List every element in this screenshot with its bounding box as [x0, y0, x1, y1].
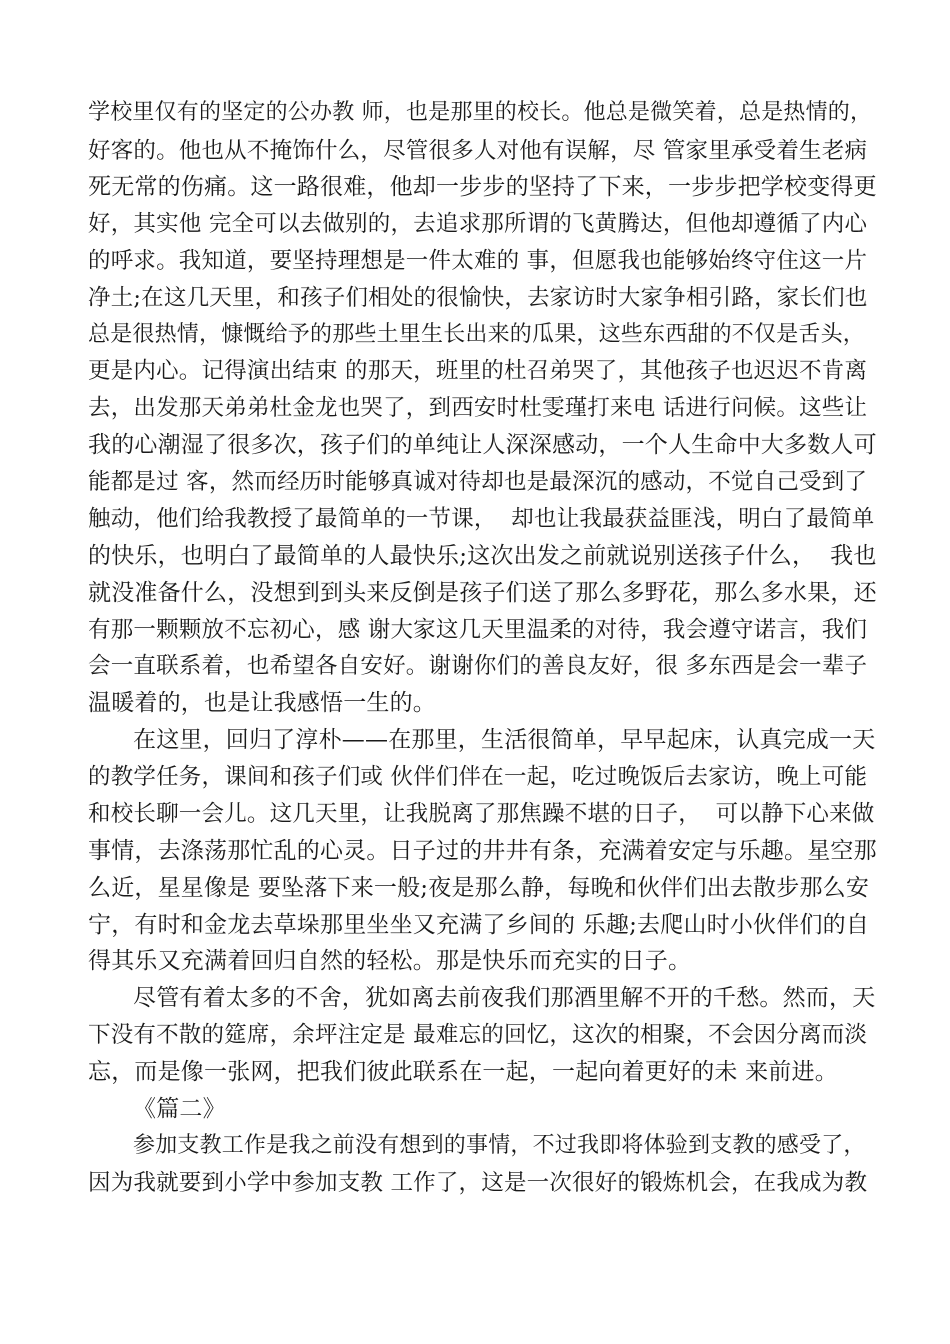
text-line: 因为我就要到小学中参加支教 工作了，这是一次很好的锻炼机会，在我成为教: [88, 1170, 868, 1196]
text-line: 么近，星星像是 要坠落下来一般;夜是那么静，每晚和伙伴们出去散步那么安: [88, 875, 870, 901]
paragraph-start-line: 在这里，回归了淳朴——在那里，生活很简单，早早起床，认真完成一天: [133, 727, 876, 753]
text-line: 死无常的伤痛。这一路很难，他却一步步的坚持了下来，一步步把学校变得更: [88, 174, 877, 200]
text-line: 总是很热情，慷慨给予的那些土里生长出来的瓜果，这些东西甜的不仅是舌头，: [88, 322, 866, 347]
text-line: 有那一颗颗放不忘初心，感 谢大家这几天里温柔的对待，我会遵守诺言，我们: [88, 617, 868, 643]
text-line: 温暖着的，也是让我感悟一生的。: [88, 690, 436, 716]
text-line: 得其乐又充满着回归自然的轻松。那是快乐而充实的日子。: [88, 948, 692, 974]
text-line: 宁，有时和金龙去草垛那里坐坐又充满了乡间的 乐趣;去爬山时小伙伴们的自: [88, 912, 870, 938]
text-line: 触动，他们给我教授了最简单的一节课， 却也让我最获益匪浅，明白了最简单: [88, 506, 875, 532]
text-line: 我的心潮湿了很多次，孩子们的单纯让人深深感动，一个人生命中大多数人可: [88, 432, 877, 458]
text-line: 能都是过 客，然而经历时能够真诚对待却也是最深沉的感动，不觉自己受到了: [88, 469, 868, 495]
text-line: 净土;在这几天里，和孩子们相处的很愉快，去家访时大家争相引路，家长们也: [88, 285, 868, 311]
text-line: 事情，去涤荡那忙乱的心灵。日子过的井井有条，充满着安定与乐趣。星空那: [88, 838, 877, 864]
text-line: 和校长聊一会儿。这几天里，让我脱离了那焦躁不堪的日子， 可以静下心来做: [88, 801, 875, 827]
text-line: 忘，而是像一张网，把我们彼此联系在一起，一起向着更好的未 来前进。: [88, 1059, 838, 1085]
section-heading: 《篇二》: [133, 1096, 226, 1122]
text-line: 好客的。他也从不掩饰什么，尽管很多人对他有误解，尽 管家里承受着生老病: [88, 138, 868, 164]
text-line: 下没有不散的筵席，余坪注定是 最难忘的回忆，这次的相聚，不会因分离而淡: [88, 1022, 868, 1048]
text-line: 去，出发那天弟弟杜金龙也哭了，到西安时杜雯瑾打来电 话进行问候。这些让: [88, 395, 868, 421]
paragraph-start-line: 参加支教工作是我之前没有想到的事情，不过我即将体验到支教的感受了，: [133, 1133, 866, 1158]
text-line: 的快乐，也明白了最简单的人最快乐;这次出发之前就说别送孩子什么， 我也: [88, 543, 877, 569]
paragraph-start-line: 尽管有着太多的不舍，犹如离去前夜我们那酒里解不开的千愁。然而，天: [133, 985, 876, 1011]
text-line: 的教学任务，课间和孩子们或 伙伴们伴在一起，吃过晚饭后去家访，晚上可能: [88, 764, 868, 790]
text-line: 会一直联系着，也希望各自安好。谢谢你们的善良友好，很 多东西是会一辈子: [88, 653, 868, 679]
text-line: 的呼求。我知道，要坚持理想是一件太难的 事，但愿我也能够始终守住这一片: [88, 248, 868, 274]
text-line: 就没准备什么，没想到到头来反倒是孩子们送了那么多野花，那么多水果，还: [88, 580, 877, 606]
text-line: 好，其实他 完全可以去做别的，去追求那所谓的飞黄腾达，但他却遵循了内心: [88, 211, 868, 237]
text-line: 更是内心。记得演出结束 的那天，班里的杜召弟哭了，其他孩子也迟迟不肯离: [88, 358, 868, 384]
text-line: 学校里仅有的坚定的公办教 师，也是那里的校长。他总是微笑着，总是热情的，: [88, 100, 873, 125]
